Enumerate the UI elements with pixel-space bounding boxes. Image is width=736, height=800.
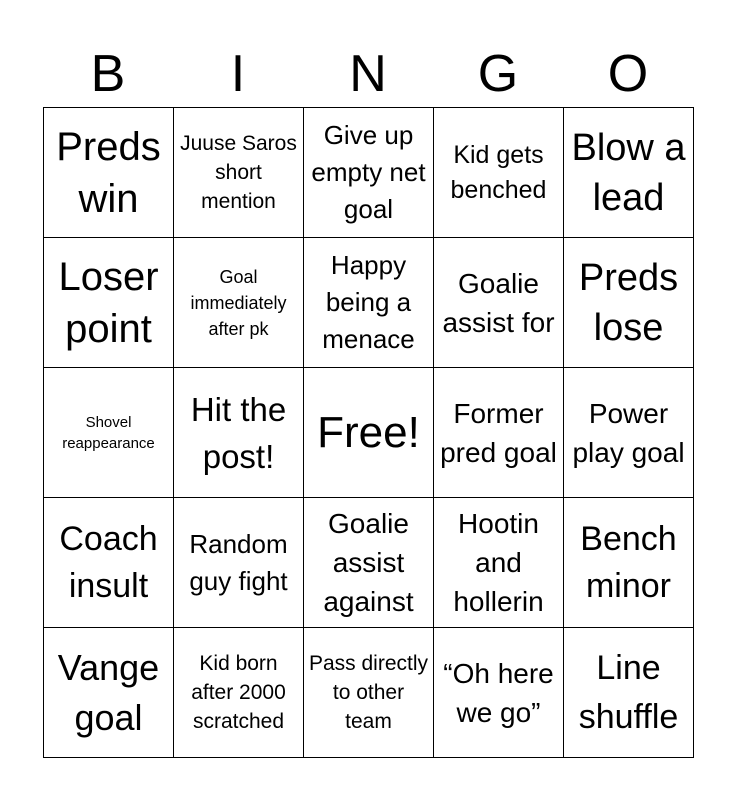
header-letter-i: I [230, 45, 246, 103]
cell-text: Hootin and hollerin [453, 508, 544, 617]
cell-text: Hit the post! [190, 390, 287, 475]
bingo-cell[interactable] [564, 238, 694, 368]
bingo-cell[interactable] [304, 368, 434, 498]
cell-text: Pass directly to other team [308, 652, 429, 733]
bingo-cell[interactable] [44, 628, 174, 758]
bingo-header [43, 40, 693, 108]
bingo-cell[interactable] [174, 368, 304, 498]
bingo-cell[interactable] [564, 368, 694, 498]
free-space-text: Free! [317, 407, 420, 457]
cell-text: Blow a lead [571, 126, 686, 219]
cell-text: “Oh here we go” [443, 657, 554, 728]
cell-text: Line shuffle [578, 648, 679, 736]
bingo-cell[interactable] [304, 108, 434, 238]
cell-text: Vange goal [57, 646, 160, 738]
header-letter-n: N [349, 45, 387, 103]
cell-text: Goal immediately after pk [190, 266, 287, 339]
bingo-cell[interactable] [44, 498, 174, 628]
bingo-cell[interactable] [434, 108, 564, 238]
cell-text: Preds win [56, 124, 161, 221]
bingo-cell[interactable] [434, 498, 564, 628]
bingo-cell[interactable] [564, 108, 694, 238]
bingo-cell[interactable] [174, 498, 304, 628]
header-letter-o: O [607, 45, 649, 103]
bingo-cell[interactable] [174, 628, 304, 758]
cell-text: Loser point [58, 254, 159, 351]
bingo-cell[interactable] [304, 628, 434, 758]
bingo-cell[interactable] [174, 108, 304, 238]
cell-text: Bench minor [580, 519, 677, 605]
cell-text: Power play goal [572, 397, 685, 468]
bingo-cell[interactable] [564, 498, 694, 628]
bingo-cell[interactable] [304, 238, 434, 368]
cell-text: Coach insult [59, 519, 158, 605]
bingo-cell[interactable] [434, 368, 564, 498]
cell-text: Preds lose [578, 256, 679, 349]
bingo-cell[interactable] [304, 498, 434, 628]
cell-text: Kid born after 2000 scratched [191, 652, 286, 733]
cell-text: Goalie assist against [323, 508, 414, 617]
bingo-grid [43, 107, 694, 758]
cell-text: Random guy fight [189, 528, 288, 596]
header-letter-g: G [477, 45, 519, 103]
bingo-cell[interactable] [564, 628, 694, 758]
bingo-cell[interactable] [174, 238, 304, 368]
cell-text: Juuse Saros short mention [180, 132, 297, 213]
cell-text: Give up empty net goal [311, 120, 426, 224]
cell-text: Kid gets benched [450, 140, 547, 204]
bingo-cell[interactable] [44, 368, 174, 498]
cell-text: Happy being a menace [322, 250, 415, 354]
bingo-cell[interactable] [44, 108, 174, 238]
bingo-cell[interactable] [44, 238, 174, 368]
header-letter-b: B [90, 45, 126, 103]
bingo-cell[interactable] [434, 628, 564, 758]
cell-text: Shovel reappearance [62, 413, 155, 452]
bingo-cell[interactable] [434, 238, 564, 368]
cell-text: Goalie assist for [442, 267, 555, 338]
cell-text: Former pred goal [440, 397, 557, 468]
